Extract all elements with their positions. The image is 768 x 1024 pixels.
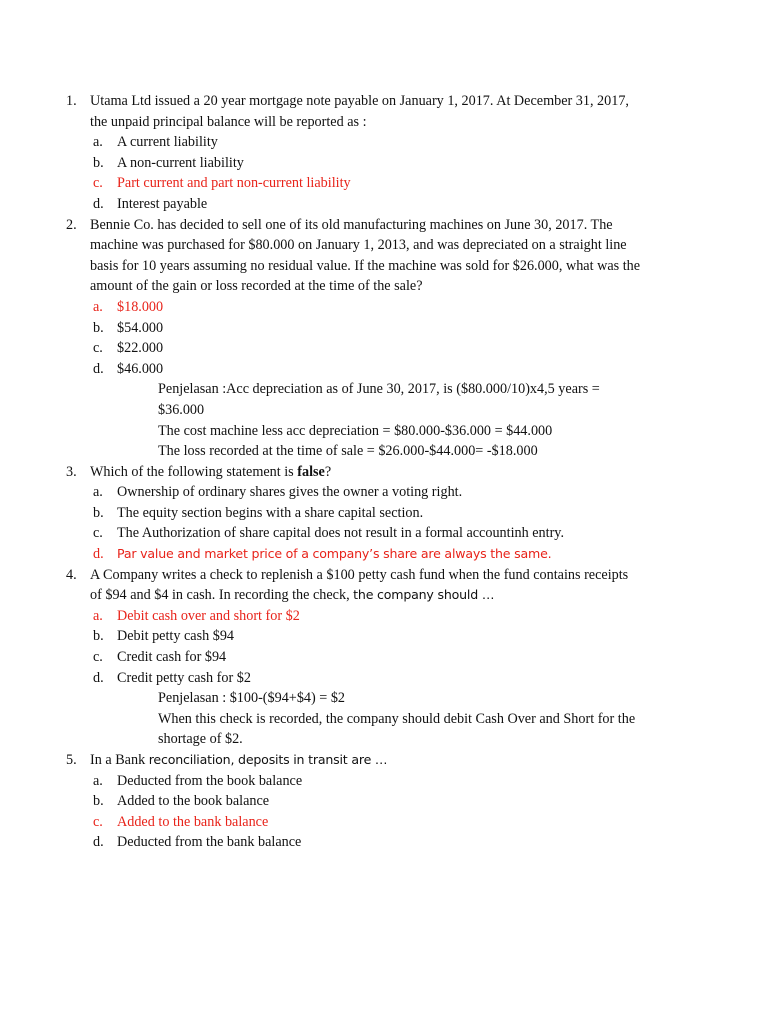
option-c — [66, 523, 686, 544]
question-text-line: amount of the gain or loss recorded at the time of the sale? — [90, 278, 423, 295]
question-4 — [66, 565, 686, 750]
option-letter: b. — [93, 154, 104, 171]
option-c-correct — [66, 812, 686, 833]
option-text: $22.000 — [117, 340, 164, 357]
question-text-emphasis: false — [297, 463, 325, 480]
question-number: 5. — [66, 752, 77, 768]
question-number: 1. — [66, 93, 77, 109]
option-text: Interest payable — [117, 195, 208, 212]
option-text: A current liability — [117, 134, 218, 151]
option-letter: a. — [93, 298, 103, 315]
question-stem — [66, 565, 686, 606]
option-a-correct — [66, 297, 686, 318]
option-letter: a. — [93, 484, 103, 501]
option-a-correct — [66, 606, 686, 627]
explanation — [66, 688, 686, 750]
option-d — [66, 668, 686, 689]
option-b — [66, 153, 686, 174]
option-a — [66, 771, 686, 792]
option-text: Ownership of ordinary shares gives the owner a voting right. — [117, 484, 463, 501]
option-b — [66, 791, 686, 812]
option-letter: c. — [93, 175, 103, 192]
question-list — [66, 91, 686, 853]
question-number: 4. — [66, 566, 77, 583]
option-d — [66, 832, 686, 853]
option-letter: b. — [93, 504, 104, 521]
question-2 — [66, 215, 686, 462]
explanation-line: shortage of $2. — [158, 731, 243, 748]
option-text: Debit petty cash $94 — [117, 628, 235, 645]
option-text: Credit petty cash for $2 — [117, 669, 251, 686]
question-text-line — [90, 750, 686, 771]
explanation-line: $36.000 — [158, 401, 205, 418]
question-3 — [66, 462, 686, 565]
option-b — [66, 503, 686, 524]
question-stem — [66, 462, 686, 483]
option-text: Part current and part non-current liability — [117, 175, 351, 192]
option-text: Deducted from the book balance — [117, 772, 303, 789]
question-text-pre: Which of the following statement is — [90, 463, 298, 480]
option-letter: c. — [93, 813, 103, 830]
option-text: $18.000 — [117, 298, 164, 315]
option-d — [66, 359, 686, 380]
explanation-line: When this check is recorded, the company should debit Cash Over and Short for the — [158, 710, 636, 727]
question-stem — [66, 91, 686, 132]
option-letter: a. — [93, 134, 103, 151]
option-letter: c. — [93, 525, 103, 542]
question-text-line: Utama Ltd issued a 20 year mortgage note payable on January 1, 2017. At December 31, 2017, — [90, 93, 629, 109]
option-a — [66, 482, 686, 503]
question-text-post: ? — [324, 463, 332, 480]
question-text-line: Bennie Co. has decided to sell one of its old manufacturing machines on June 30, 2017. The — [90, 216, 613, 233]
option-letter: b. — [93, 628, 104, 645]
option-text: Credit cash for $94 — [117, 649, 227, 666]
question-text-sans: the company should … — [353, 587, 495, 603]
option-text: Added to the bank balance — [117, 813, 269, 830]
option-text: A non-current liability — [117, 154, 244, 171]
option-text: Added to the book balance — [117, 793, 270, 810]
question-5 — [66, 750, 686, 853]
option-letter: c. — [93, 340, 103, 357]
option-letter: d. — [93, 669, 104, 686]
option-letter: b. — [93, 319, 104, 336]
question-text-line — [90, 462, 686, 483]
option-text: The Authorization of share capital does not result in a formal accountinh entry. — [117, 525, 565, 542]
option-b — [66, 318, 686, 339]
question-text-line: the unpaid principal balance will be reported as : — [90, 113, 367, 130]
option-d-correct — [66, 544, 686, 565]
option-c — [66, 647, 686, 668]
explanation-line: The loss recorded at the time of sale = $26.000-$44.000= -$18.000 — [158, 443, 538, 460]
question-text-line — [90, 585, 686, 606]
option-text: Deducted from the bank balance — [117, 834, 302, 851]
question-stem — [66, 215, 686, 297]
option-b — [66, 626, 686, 647]
option-c — [66, 338, 686, 359]
question-text-serif: In a Bank — [90, 752, 149, 768]
question-stem — [66, 750, 686, 771]
question-text-line: basis for 10 years assuming no residual value. If the machine was sold for $26.000, what was the — [90, 257, 641, 274]
option-letter: b. — [93, 793, 104, 810]
question-1 — [66, 91, 686, 215]
explanation-line: Penjelasan : $100-($94+$4) = $2 — [158, 690, 346, 707]
option-text: $46.000 — [117, 360, 164, 377]
option-letter: a. — [93, 772, 103, 789]
option-d — [66, 194, 686, 215]
option-letter: c. — [93, 649, 103, 666]
option-letter: d. — [93, 546, 104, 563]
option-text: The equity section begins with a share capital section. — [117, 504, 424, 521]
option-c-correct — [66, 173, 686, 194]
question-number: 2. — [66, 216, 77, 233]
option-letter: d. — [93, 834, 104, 851]
option-text: Par value and market price of a company’s share are always the same. — [117, 546, 552, 562]
question-number: 3. — [66, 463, 77, 480]
question-text-serif: of $94 and $4 in cash. In recording the check, — [90, 587, 354, 604]
question-text-sans: reconciliation, deposits in transit are … — [148, 752, 388, 767]
option-letter: d. — [93, 195, 104, 212]
question-text-line: A Company writes a check to replenish a $100 petty cash fund when the fund contains receipts — [90, 566, 629, 583]
option-letter: a. — [93, 607, 103, 624]
question-text-line: machine was purchased for $80.000 on January 1, 2013, and was depreciated on a straight line — [90, 237, 627, 254]
explanation — [66, 379, 686, 461]
explanation-line: Penjelasan :Acc depreciation as of June 30, 2017, is ($80.000/10)x4,5 years = — [158, 381, 600, 398]
option-letter: d. — [93, 360, 104, 377]
option-text: $54.000 — [117, 319, 164, 336]
option-text: Debit cash over and short for $2 — [117, 607, 300, 624]
explanation-line: The cost machine less acc depreciation = $80.000-$36.000 = $44.000 — [158, 422, 553, 439]
option-a — [66, 132, 686, 153]
